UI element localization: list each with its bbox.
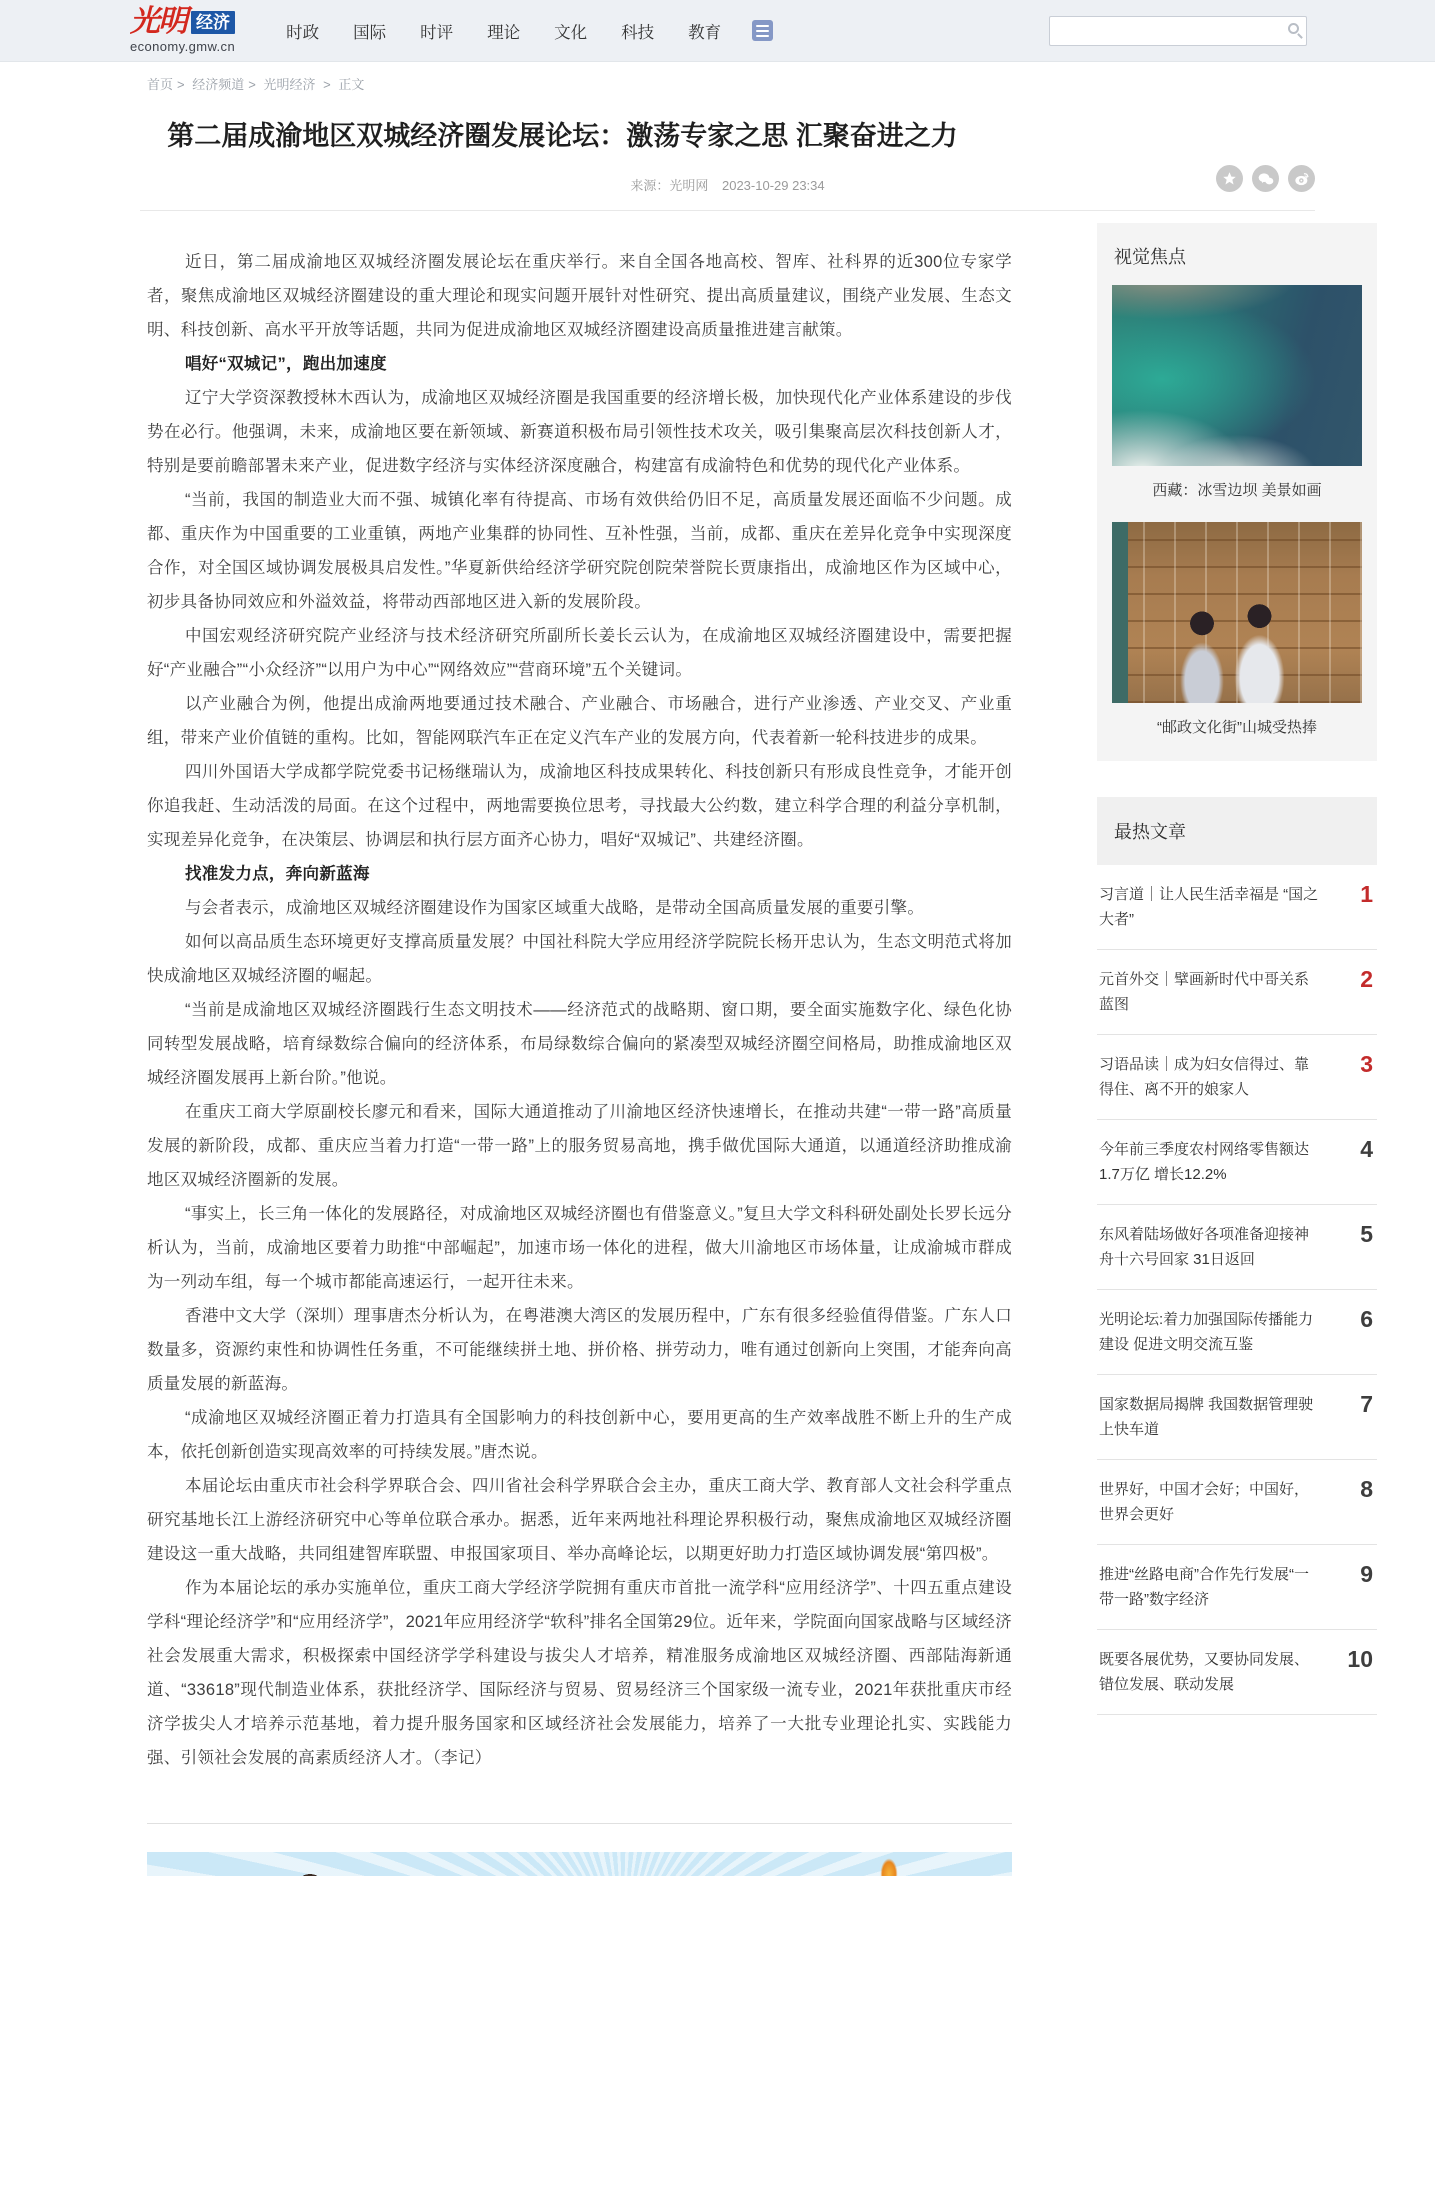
list-item — [1097, 1630, 1377, 1715]
breadcrumb-channel[interactable]: 经济频道 — [192, 77, 245, 92]
hot-articles-box — [1097, 797, 1377, 1715]
hot-article-link[interactable]: 今年前三季度农村网络零售额达1.7万亿 增长12.2% — [1099, 1141, 1310, 1183]
hot-article-link[interactable]: 东风着陆场做好各项准备迎接神舟十六号回家 31日返回 — [1099, 1226, 1310, 1268]
source-label: 来源：光明网 — [630, 178, 709, 193]
hot-article-link[interactable]: 推进“丝路电商”合作先行发展“一带一路”数字经济 — [1099, 1566, 1309, 1608]
share-icons — [1216, 165, 1315, 192]
article-paragraph: 香港中文大学（深圳）理事唐杰分析认为，在粤港澳大湾区的发展历程中，广东有很多经验值得借鉴。广东人口数量多，资源约束性和协调性任务重，不可能继续拼土地、拼价格、拼劳动力，唯有通过创新向上突围，才能奔向高质量发展的新蓝海。 — [147, 1307, 1012, 1393]
hot-article-link[interactable]: 光明论坛:着力加强国际传播能力建设 促进文明交流互鉴 — [1099, 1311, 1314, 1353]
article-subheading: 找准发力点，奔向新蓝海 — [184, 865, 370, 883]
breadcrumb — [0, 62, 1435, 103]
hot-article-link[interactable]: 元首外交｜擘画新时代中哥关系蓝图 — [1099, 971, 1310, 1013]
article-paragraph: “当前是成渝地区双城经济圈践行生态文明技术——经济范式的战略期、窗口期，要全面实施数字化、绿色化协同转型发展战略，培育绿数综合偏向的经济体系，布局绿数综合偏向的紧凑型双城经济圈空间格局，助推成渝地区双城经济圈发展再上新台阶。”他说。 — [147, 1001, 1012, 1087]
article-column — [147, 211, 1012, 1876]
search-input[interactable] — [1049, 16, 1307, 46]
list-item — [1097, 1205, 1377, 1290]
visual-focus-title: 视觉焦点 — [1114, 247, 1186, 267]
article-paragraph: “事实上，长三角一体化的发展路径，对成渝地区双城经济圈也有借鉴意义。”复旦大学文科科研处副处长罗长远分析认为，当前，成渝地区要着力助推“中部崛起”，加速市场一体化的进程，做大川渝地区市场体量，让成渝城市群成为一列动车组，每一个城市都能高速运行，一起开往未来。 — [147, 1205, 1012, 1291]
breadcrumb-section[interactable]: 光明经济 — [263, 77, 316, 92]
article-paragraph: “当前，我国的制造业大而不强、城镇化率有待提高、市场有效供给仍旧不足，高质量发展还面临不少问题。成都、重庆作为中国重要的工业重镇，两地产业集群的协同性、互补性强，当前，成都、重庆在差异化竞争中实现深度合作，对全国区域协调发展极具启发性。”华夏新供给经济学研究院创院荣誉院长贾康指出，成渝地区作为区域中心，初步具备协同效应和外溢效益，将带动西部地区进入新的发展阶段。 — [147, 491, 1012, 611]
article-paragraph: 以产业融合为例，他提出成渝两地要通过技术融合、产业融合、市场融合，进行产业渗透、产业交叉、产业重组，带来产业价值链的重构。比如，智能网联汽车正在定义汽车产业的发展方向，代表着新一轮科技进步的成果。 — [147, 695, 1012, 747]
nav-item-guoji[interactable]: 国际 — [353, 23, 387, 42]
article-paragraph: 如何以高品质生态环境更好支撑高质量发展？中国社科院大学应用经济学院院长杨开忠认为，生态文明范式将加快成渝地区双城经济圈的崛起。 — [147, 933, 1012, 985]
breadcrumb-separator: > — [248, 77, 256, 92]
hot-article-link[interactable]: 世界好，中国才会好；中国好，世界会更好 — [1099, 1481, 1310, 1523]
top-bar — [0, 0, 1435, 62]
nav-item-lilun[interactable]: 理论 — [487, 23, 521, 42]
article-paragraph: 辽宁大学资深教授林木西认为，成渝地区双城经济圈是我国重要的经济增长极，加快现代化产业体系建设的步伐势在必行。他强调，未来，成渝地区要在新领域、新赛道积极布局引领性技术攻关，吸引集聚高层次科技创新人才，特别是要前瞻部署未来产业，促进数字经济与实体经济深度融合，构建富有成渝特色和优势的现代化产业体系。 — [147, 389, 1012, 475]
visual-focus-box — [1097, 223, 1377, 761]
menu-list-icon[interactable] — [752, 20, 773, 41]
nav-item-jiaoyu[interactable]: 教育 — [688, 23, 722, 42]
article-paragraph: 在重庆工商大学原副校长廖元和看来，国际大通道推动了川渝地区经济快速增长，在推动共建“一带一路”高质量发展的新阶段，成都、重庆应当着力打造“一带一路”上的服务贸易高地，携手做优国际大通道，以通道经济助推成渝地区双城经济圈新的发展。 — [147, 1103, 1012, 1189]
search-box — [1049, 16, 1307, 46]
site-logo[interactable] — [130, 4, 236, 54]
hot-article-link[interactable]: 习语品读｜成为妇女信得过、靠得住、离不开的娘家人 — [1099, 1056, 1310, 1098]
article-paragraph: 作为本届论坛的承办实施单位，重庆工商大学经济学院拥有重庆市首批一流学科“应用经济学”、十四五重点建设学科“理论经济学”和“应用经济学”，2021年应用经济学“软科”排名全国第29位。近年来，学院面向国家战略与区域经济社会发展重大需求，积极探索中国经济学学科建设与拔尖人才培养，精准服务成渝地区双城经济圈、西部陆海新通道、“33618”现代制造业体系，获批经济学、国际经济与贸易、贸易经济三个国家级一流专业，2021年获批重庆市经济学拔尖人才培养示范基地，着力提升服务国家和区域经济社会发展能力，培养了一大批专业理论扎实、实践能力强、引领社会发展的高素质经济人才。（李记） — [147, 1579, 1012, 1767]
nav-item-wenhua[interactable]: 文化 — [554, 23, 588, 42]
photo-caption[interactable]: 西藏：冰雪边坝 美景如画 — [1152, 482, 1322, 499]
photo-caption[interactable]: “邮政文化街”山城受热捧 — [1157, 719, 1317, 736]
nav-item-keji[interactable]: 科技 — [621, 23, 655, 42]
hot-article-link[interactable]: 既要各展优势，又要协同发展、错位发展、联动发展 — [1099, 1651, 1310, 1693]
breadcrumb-separator: > — [177, 77, 185, 92]
list-item — [1097, 1035, 1377, 1120]
logo-guangming-text: 光明 — [130, 4, 187, 39]
qzone-share-icon[interactable] — [1216, 165, 1243, 192]
rank-badge: 4 — [1360, 1136, 1373, 1162]
site-url: economy.gmw.cn — [130, 39, 236, 54]
nav-item-shiping[interactable]: 时评 — [420, 23, 454, 42]
logo-economy-badge: 经济 — [191, 11, 235, 34]
page-title: 第二届成渝地区双城经济圈发展论坛：激荡专家之思 汇聚奋进之力 — [167, 121, 958, 151]
hot-articles-header — [1097, 797, 1377, 865]
search-icon[interactable] — [1288, 23, 1299, 34]
list-item — [1097, 950, 1377, 1035]
list-item — [1097, 865, 1377, 950]
article-paragraph: 中国宏观经济研究院产业经济与技术经济研究所副所长姜长云认为，在成渝地区双城经济圈建设中，需要把握好“产业融合”“小众经济”“以用户为中心”“网络效应”“营商环境”五个关键词。 — [147, 627, 1012, 679]
breadcrumb-home[interactable]: 首页 — [147, 77, 174, 92]
publish-datetime: 2023-10-29 23:34 — [721, 178, 825, 193]
postcard-street-photo[interactable] — [1112, 522, 1362, 703]
rank-badge: 5 — [1360, 1221, 1373, 1247]
list-item — [1097, 1120, 1377, 1205]
list-item — [1097, 1545, 1377, 1630]
main-nav — [269, 19, 773, 43]
article-body — [147, 245, 1012, 1775]
bottom-banner-image[interactable] — [147, 1852, 1012, 1876]
article-meta — [140, 153, 1315, 211]
rank-badge: 2 — [1360, 966, 1373, 992]
article-paragraph: 本届论坛由重庆市社会科学界联合会、四川省社会科学界联合会主办，重庆工商大学、教育部人文社会科学重点研究基地长江上游经济研究中心等单位联合承办。据悉，近年来两地社科理论界积极行动，聚焦成渝地区双城经济圈建设这一重大战略，共同组建智库联盟、申报国家项目、举办高峰论坛，以期更好助力打造区域协调发展“第四极”。 — [147, 1477, 1012, 1563]
rank-badge: 1 — [1360, 881, 1373, 907]
rank-badge: 10 — [1347, 1646, 1373, 1672]
rank-badge: 9 — [1360, 1561, 1373, 1587]
rank-badge: 8 — [1360, 1476, 1373, 1502]
rank-badge: 3 — [1360, 1051, 1373, 1077]
hot-article-link[interactable]: 国家数据局揭牌 我国数据管理驶上快车道 — [1099, 1396, 1314, 1438]
snowy-lake-photo[interactable] — [1112, 285, 1362, 466]
list-item — [1097, 1290, 1377, 1375]
breadcrumb-separator: > — [323, 77, 331, 92]
wechat-share-icon[interactable] — [1252, 165, 1279, 192]
nav-item-shizheng[interactable]: 时政 — [286, 23, 320, 42]
article-paragraph: 与会者表示，成渝地区双城经济圈建设作为国家区域重大战略，是带动全国高质量发展的重要引擎。 — [184, 899, 925, 917]
article-subheading: 唱好“双城记”，跑出加速度 — [184, 355, 387, 373]
article-end-divider — [147, 1823, 1012, 1824]
rank-badge: 7 — [1360, 1391, 1373, 1417]
list-item — [1097, 1375, 1377, 1460]
hot-articles-title: 最热文章 — [1114, 822, 1186, 842]
weibo-share-icon[interactable] — [1288, 165, 1315, 192]
article-paragraph: 近日，第二届成渝地区双城经济圈发展论坛在重庆举行。来自全国各地高校、智库、社科界的近300位专家学者，聚焦成渝地区双城经济圈建设的重大理论和现实问题开展针对性研究、提出高质量建议，围绕产业发展、生态文明、科技创新、高水平开放等话题，共同为促进成渝地区双城经济圈建设高质量推进建言献策。 — [147, 253, 1012, 339]
sidebar — [1097, 211, 1377, 1876]
breadcrumb-current: 正文 — [338, 77, 365, 92]
list-item — [1097, 1460, 1377, 1545]
article-paragraph: 四川外国语大学成都学院党委书记杨继瑞认为，成渝地区科技成果转化、科技创新只有形成良性竞争，才能开创你追我赶、生动活泼的局面。在这个过程中，两地需要换位思考，寻找最大公约数，建立科学合理的利益分享机制，实现差异化竞争，在决策层、协调层和执行层方面齐心协力，唱好“双城记”、共建经济圈。 — [147, 763, 1012, 849]
hot-article-link[interactable]: 习言道｜让人民生活幸福是 “国之大者” — [1099, 886, 1319, 928]
content — [147, 211, 1377, 1876]
rank-badge: 6 — [1360, 1306, 1373, 1332]
article-paragraph: “成渝地区双城经济圈正着力打造具有全国影响力的科技创新中心，要用更高的生产效率战胜不断上升的生产成本，依托创新创造实现高效率的可持续发展。”唐杰说。 — [147, 1409, 1012, 1461]
